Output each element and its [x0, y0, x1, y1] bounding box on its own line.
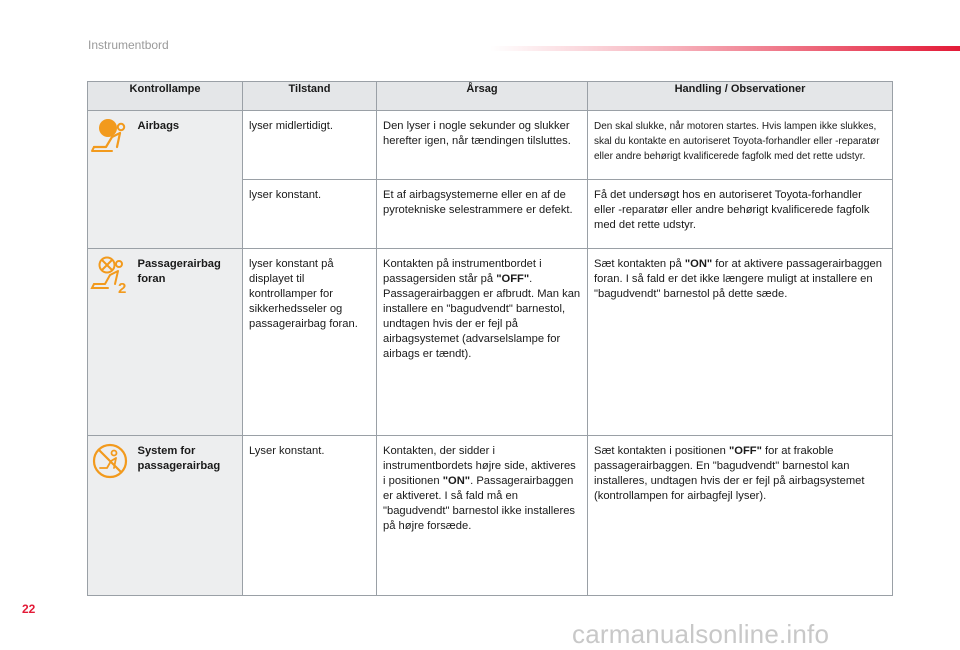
- page-number: 22: [22, 602, 36, 616]
- section-title: Instrumentbord: [88, 38, 169, 52]
- table-row: [88, 436, 893, 596]
- cause-switch-value: "ON": [442, 475, 471, 487]
- column-header-state: Tilstand: [243, 82, 377, 111]
- action-cell: [588, 249, 893, 436]
- action-text: Sæt kontakten i positionen: [594, 445, 729, 457]
- lamp-icon-cell: [88, 249, 132, 436]
- cause-text: Kontakten på instrumentbordet i passagersiden står på: [383, 258, 542, 285]
- column-header-action: Handling / Observationer: [588, 82, 893, 111]
- column-header-cause: Årsag: [377, 82, 588, 111]
- airbag-warning-icon: [90, 116, 130, 156]
- lamp-name-airbags: Airbags: [132, 111, 243, 249]
- cause-text: . Passagerairbaggen er aktiveret. I så fald må en "bagudvendt" barnestol ikke installeres på højre forsæde.: [383, 475, 576, 532]
- state-cell: lyser konstant.: [243, 180, 377, 249]
- action-cell: Få det undersøgt hos en autoriseret Toyota-forhandler eller -reparatør eller andre behørigt kvalificerede fagfolk med det rette udstyr.: [588, 180, 893, 249]
- state-cell: Lyser konstant.: [243, 436, 377, 596]
- lamp-icon-cell: [88, 111, 132, 249]
- cause-cell: Den lyser i nogle sekunder og slukker herefter igen, når tændingen tilsluttes.: [377, 111, 588, 180]
- warning-lamp-table: [87, 81, 893, 596]
- cause-cell: Et af airbagsystemerne eller en af de pyrotekniske selestrammere er defekt.: [377, 180, 588, 249]
- cause-switch-value: "OFF": [496, 273, 530, 285]
- action-cell: [588, 436, 893, 596]
- action-switch-value: "ON": [684, 258, 713, 270]
- state-cell: lyser konstant på displayet til kontrollamper for sikkerhedsseler og passagerairbag foran.: [243, 249, 377, 436]
- table-row: [88, 249, 893, 436]
- lamp-icon-cell: [88, 436, 132, 596]
- action-text: for at frakoble passagerairbaggen. En "bagudvendt" barnestol kan installeres, undtagen hvis der er fejl på airbagsystemet (kontrollampen for airbagfejl lyser).: [594, 445, 865, 502]
- cause-cell: [377, 436, 588, 596]
- lamp-name-passenger-airbag: Passagerairbag foran: [132, 249, 243, 436]
- state-cell: lyser midlertidigt.: [243, 111, 377, 180]
- action-text: Sæt kontakten på: [594, 258, 685, 270]
- lamp-name-passenger-airbag-system: System for passagerairbag: [132, 436, 243, 596]
- action-switch-value: "OFF": [728, 445, 762, 457]
- header-accent-rule: [490, 46, 960, 51]
- cause-cell: [377, 249, 588, 436]
- table-header-row: [88, 82, 893, 111]
- action-text: for at aktivere passagerairbaggen foran. I så fald er det ikke længere muligt at installere en "bagudvendt" barnestol på dette sæde.: [594, 258, 882, 300]
- passenger-airbag-off-icon: [90, 254, 130, 296]
- svg-text:2: 2: [117, 280, 127, 296]
- cause-text: . Passagerairbaggen er afbrudt. Man kan installere en "bagudvendt" barnestol, undtagen hvis der er fejl på airbagsystemet (advarselslampe for airbags er tændt).: [383, 273, 581, 360]
- watermark: carmanualsonline.info: [572, 619, 830, 649]
- cause-text: Kontakten, der sidder i instrumentbordets højre side, aktiveres i positionen: [383, 445, 576, 487]
- passenger-airbag-system-icon: [90, 441, 130, 481]
- action-cell: Den skal slukke, når motoren startes. Hvis lampen ikke slukkes, skal du kontakte en autoriseret Toyota-forhandler eller -reparatør eller andre behørigt kvalificerede fagfolk med det rette udstyr.: [588, 111, 893, 180]
- column-header-lamp: Kontrollampe: [88, 82, 243, 111]
- table-row: [88, 111, 893, 180]
